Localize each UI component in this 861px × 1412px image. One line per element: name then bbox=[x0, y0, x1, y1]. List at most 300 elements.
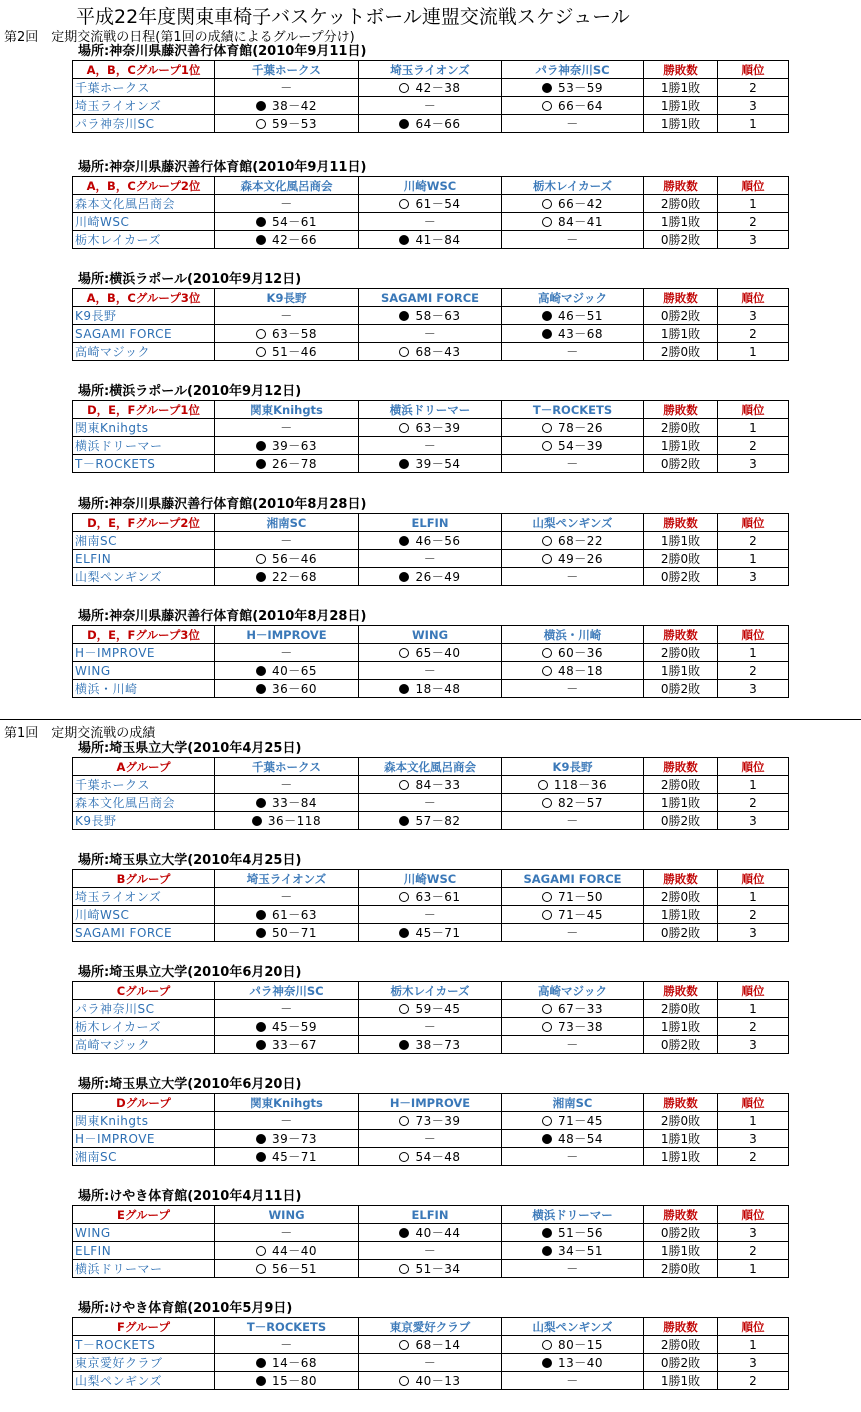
match-result bbox=[359, 1224, 502, 1242]
team-name: WING bbox=[73, 662, 215, 680]
rank-header: 順位 bbox=[718, 177, 789, 195]
team-name: 栃木レイカーズ bbox=[73, 231, 215, 249]
score: 118－36 bbox=[553, 777, 608, 792]
score: 36－60 bbox=[271, 681, 318, 696]
score: 46－56 bbox=[415, 533, 461, 548]
team-name: 千葉ホークス bbox=[73, 776, 215, 794]
match-result bbox=[359, 644, 502, 662]
rank: 3 bbox=[718, 307, 789, 325]
match-result bbox=[359, 532, 502, 550]
win-circle-icon bbox=[399, 892, 409, 902]
loss-dot-icon bbox=[399, 311, 409, 321]
table-row bbox=[73, 1224, 789, 1242]
match-result bbox=[502, 195, 644, 213]
record-header: 勝敗数 bbox=[644, 177, 718, 195]
score: － bbox=[566, 116, 579, 131]
score: 71－45 bbox=[557, 1113, 604, 1128]
match-result bbox=[215, 1260, 359, 1278]
score: 38－73 bbox=[415, 1037, 461, 1052]
table-row bbox=[73, 1130, 789, 1148]
match-result bbox=[359, 231, 502, 249]
score: 67－33 bbox=[557, 1001, 604, 1016]
match-result bbox=[502, 924, 644, 942]
rank: 1 bbox=[718, 776, 789, 794]
group-label: Cグループ bbox=[73, 982, 215, 1000]
record-header: 勝敗数 bbox=[644, 626, 718, 644]
rank: 3 bbox=[718, 568, 789, 586]
opponent-header: H－IMPROVE bbox=[215, 626, 359, 644]
rank: 1 bbox=[718, 1260, 789, 1278]
team-name: 川崎WSC bbox=[73, 213, 215, 231]
win-circle-icon bbox=[542, 1116, 552, 1126]
score: － bbox=[280, 80, 293, 95]
score: － bbox=[566, 1373, 579, 1388]
rank: 2 bbox=[718, 79, 789, 97]
match-result bbox=[359, 79, 502, 97]
team-name: 川崎WSC bbox=[73, 906, 215, 924]
opponent-header: WING bbox=[215, 1206, 359, 1224]
score: 66－64 bbox=[557, 98, 604, 113]
table-row bbox=[73, 662, 789, 680]
table-row bbox=[73, 794, 789, 812]
rank: 1 bbox=[718, 644, 789, 662]
score: 84－33 bbox=[415, 777, 461, 792]
match-result bbox=[215, 1130, 359, 1148]
record-header: 勝敗数 bbox=[644, 1206, 718, 1224]
score: 78－26 bbox=[557, 420, 604, 435]
loss-dot-icon bbox=[256, 101, 266, 111]
loss-dot-icon bbox=[542, 1358, 552, 1368]
results-table bbox=[72, 757, 789, 830]
table-row bbox=[73, 195, 789, 213]
table-row bbox=[73, 231, 789, 249]
score: － bbox=[423, 1019, 437, 1034]
rank: 2 bbox=[718, 1018, 789, 1036]
score: 61－63 bbox=[271, 907, 318, 922]
score: 48－18 bbox=[557, 663, 604, 678]
win-loss-record: 0勝2敗 bbox=[644, 1354, 718, 1372]
opponent-header: K9長野 bbox=[215, 289, 359, 307]
rank-header: 順位 bbox=[718, 982, 789, 1000]
match-result bbox=[215, 1112, 359, 1130]
record-header: 勝敗数 bbox=[644, 1318, 718, 1336]
match-result bbox=[502, 906, 644, 924]
group-block bbox=[72, 1189, 788, 1278]
match-result bbox=[502, 1018, 644, 1036]
team-name: 湘南SC bbox=[73, 1148, 215, 1166]
match-result bbox=[215, 307, 359, 325]
team-name: 栃木レイカーズ bbox=[73, 1018, 215, 1036]
rank-header: 順位 bbox=[718, 401, 789, 419]
table-row bbox=[73, 924, 789, 942]
opponent-header: ELFIN bbox=[359, 514, 502, 532]
win-circle-icon bbox=[256, 329, 266, 339]
score: － bbox=[566, 813, 579, 828]
loss-dot-icon bbox=[399, 684, 409, 694]
team-name: SAGAMI FORCE bbox=[73, 924, 215, 942]
score: － bbox=[280, 196, 293, 211]
record-header: 勝敗数 bbox=[644, 401, 718, 419]
header-row bbox=[73, 401, 789, 419]
score: 46－51 bbox=[557, 308, 604, 323]
win-circle-icon bbox=[399, 1376, 409, 1386]
match-result bbox=[359, 343, 502, 361]
group-label: D，E，Fグループ2位 bbox=[73, 514, 215, 532]
win-loss-record: 1勝1敗 bbox=[644, 532, 718, 550]
group-label: A，B，Cグループ1位 bbox=[73, 61, 215, 79]
results-table bbox=[72, 869, 789, 942]
opponent-header: ELFIN bbox=[359, 1206, 502, 1224]
win-loss-record: 2勝0敗 bbox=[644, 776, 718, 794]
win-circle-icon bbox=[542, 798, 552, 808]
venue-line: 場所:埼玉県立大学(2010年6月20日) bbox=[78, 965, 302, 980]
win-loss-record: 0勝2敗 bbox=[644, 1224, 718, 1242]
loss-dot-icon bbox=[399, 235, 409, 245]
team-name: パラ神奈川SC bbox=[73, 1000, 215, 1018]
match-result bbox=[359, 1354, 502, 1372]
loss-dot-icon bbox=[256, 459, 266, 469]
win-loss-record: 2勝0敗 bbox=[644, 1336, 718, 1354]
match-result bbox=[502, 680, 644, 698]
header-row bbox=[73, 1318, 789, 1336]
rank: 1 bbox=[718, 1336, 789, 1354]
table-row bbox=[73, 1242, 789, 1260]
match-result bbox=[359, 1000, 502, 1018]
score: － bbox=[423, 1243, 437, 1258]
score: － bbox=[280, 645, 293, 660]
win-circle-icon bbox=[399, 347, 409, 357]
score: 39－63 bbox=[271, 438, 318, 453]
venue-line: 場所:埼玉県立大学(2010年6月20日) bbox=[78, 1077, 302, 1092]
rank-header: 順位 bbox=[718, 626, 789, 644]
opponent-header: 関東Knihgts bbox=[215, 401, 359, 419]
rank: 1 bbox=[718, 888, 789, 906]
venue-line: 場所:神奈川県藤沢善行体育館(2010年8月28日) bbox=[78, 609, 367, 624]
loss-dot-icon bbox=[399, 816, 409, 826]
table-row bbox=[73, 1372, 789, 1390]
results-table bbox=[72, 1317, 789, 1390]
group-label: A，B，Cグループ3位 bbox=[73, 289, 215, 307]
record-header: 勝敗数 bbox=[644, 289, 718, 307]
match-result bbox=[502, 1354, 644, 1372]
match-result bbox=[359, 1112, 502, 1130]
win-loss-record: 2勝0敗 bbox=[644, 644, 718, 662]
rank: 2 bbox=[718, 1372, 789, 1390]
opponent-header: 埼玉ライオンズ bbox=[215, 870, 359, 888]
score: 26－78 bbox=[271, 456, 318, 471]
match-result bbox=[502, 1000, 644, 1018]
header-row bbox=[73, 1206, 789, 1224]
opponent-header: 高崎マジック bbox=[502, 289, 644, 307]
win-loss-record: 0勝2敗 bbox=[644, 680, 718, 698]
loss-dot-icon bbox=[399, 536, 409, 546]
group-label: Aグループ bbox=[73, 758, 215, 776]
score: － bbox=[566, 1261, 579, 1276]
match-result bbox=[359, 1018, 502, 1036]
score: － bbox=[566, 925, 579, 940]
match-result bbox=[215, 532, 359, 550]
match-result bbox=[359, 812, 502, 830]
win-loss-record: 1勝1敗 bbox=[644, 97, 718, 115]
match-result bbox=[359, 195, 502, 213]
rank: 2 bbox=[718, 1148, 789, 1166]
results-table bbox=[72, 176, 789, 249]
match-result bbox=[215, 794, 359, 812]
loss-dot-icon bbox=[256, 928, 266, 938]
score: － bbox=[566, 569, 579, 584]
match-result bbox=[359, 550, 502, 568]
loss-dot-icon bbox=[542, 83, 552, 93]
table-row bbox=[73, 343, 789, 361]
table-row bbox=[73, 79, 789, 97]
win-loss-record: 0勝2敗 bbox=[644, 1036, 718, 1054]
match-result bbox=[502, 1224, 644, 1242]
table-row bbox=[73, 812, 789, 830]
rank-header: 順位 bbox=[718, 1318, 789, 1336]
score: 68－14 bbox=[415, 1337, 461, 1352]
rank: 3 bbox=[718, 1130, 789, 1148]
team-name: 高崎マジック bbox=[73, 343, 215, 361]
score: － bbox=[423, 907, 437, 922]
team-name: H－IMPROVE bbox=[73, 1130, 215, 1148]
loss-dot-icon bbox=[542, 1228, 552, 1238]
match-result bbox=[502, 1336, 644, 1354]
win-circle-icon bbox=[399, 1004, 409, 1014]
win-loss-record: 1勝1敗 bbox=[644, 1148, 718, 1166]
team-name: ELFIN bbox=[73, 1242, 215, 1260]
match-result bbox=[359, 794, 502, 812]
score: 53－59 bbox=[557, 80, 604, 95]
win-loss-record: 1勝1敗 bbox=[644, 115, 718, 133]
table-row bbox=[73, 115, 789, 133]
win-loss-record: 2勝0敗 bbox=[644, 343, 718, 361]
results-table bbox=[72, 981, 789, 1054]
match-result bbox=[215, 1242, 359, 1260]
team-name: 森本文化風呂商会 bbox=[73, 195, 215, 213]
win-circle-icon bbox=[256, 347, 266, 357]
score: － bbox=[423, 214, 437, 229]
group-block bbox=[72, 965, 788, 1054]
opponent-header: 森本文化風呂商会 bbox=[359, 758, 502, 776]
score: 44－40 bbox=[271, 1243, 318, 1258]
table-row bbox=[73, 776, 789, 794]
rank: 3 bbox=[718, 1224, 789, 1242]
loss-dot-icon bbox=[256, 684, 266, 694]
match-result bbox=[215, 97, 359, 115]
team-name: 関東Knihgts bbox=[73, 1112, 215, 1130]
match-result bbox=[502, 1242, 644, 1260]
win-loss-record: 1勝1敗 bbox=[644, 662, 718, 680]
score: － bbox=[423, 326, 437, 341]
team-name: 高崎マジック bbox=[73, 1036, 215, 1054]
win-loss-record: 0勝2敗 bbox=[644, 812, 718, 830]
match-result bbox=[215, 79, 359, 97]
match-result bbox=[502, 231, 644, 249]
score: 38－42 bbox=[271, 98, 318, 113]
section-heading-round2: 第2回 定期交流戦の日程(第1回の成績によるグループ分け) bbox=[4, 30, 355, 45]
score: 73－39 bbox=[415, 1113, 461, 1128]
score: 68－43 bbox=[415, 344, 461, 359]
record-header: 勝敗数 bbox=[644, 61, 718, 79]
win-circle-icon bbox=[542, 892, 552, 902]
match-result bbox=[215, 231, 359, 249]
opponent-header: 森本文化風呂商会 bbox=[215, 177, 359, 195]
match-result bbox=[502, 419, 644, 437]
match-result bbox=[359, 568, 502, 586]
score: 41－84 bbox=[415, 232, 461, 247]
win-circle-icon bbox=[399, 1264, 409, 1274]
match-result bbox=[359, 1148, 502, 1166]
win-circle-icon bbox=[399, 1340, 409, 1350]
loss-dot-icon bbox=[256, 910, 266, 920]
score: 39－73 bbox=[271, 1131, 318, 1146]
match-result bbox=[215, 325, 359, 343]
group-label: Bグループ bbox=[73, 870, 215, 888]
group-block bbox=[72, 272, 788, 361]
score: 65－40 bbox=[415, 645, 461, 660]
score: － bbox=[566, 456, 579, 471]
results-table bbox=[72, 60, 789, 133]
team-name: 東京愛好クラブ bbox=[73, 1354, 215, 1372]
rank: 3 bbox=[718, 1354, 789, 1372]
score: 66－42 bbox=[557, 196, 604, 211]
group-label: D，E，Fグループ1位 bbox=[73, 401, 215, 419]
score: － bbox=[566, 344, 579, 359]
record-header: 勝敗数 bbox=[644, 514, 718, 532]
match-result bbox=[215, 213, 359, 231]
match-result bbox=[359, 325, 502, 343]
score: － bbox=[280, 533, 293, 548]
match-result bbox=[502, 213, 644, 231]
opponent-header: 山梨ペンギンズ bbox=[502, 514, 644, 532]
opponent-header: T－ROCKETS bbox=[502, 401, 644, 419]
win-loss-record: 2勝0敗 bbox=[644, 550, 718, 568]
win-circle-icon bbox=[542, 648, 552, 658]
table-row bbox=[73, 419, 789, 437]
score: 54－39 bbox=[557, 438, 604, 453]
win-loss-record: 2勝0敗 bbox=[644, 888, 718, 906]
opponent-header: H－IMPROVE bbox=[359, 1094, 502, 1112]
match-result bbox=[502, 1036, 644, 1054]
venue-line: 場所:埼玉県立大学(2010年4月25日) bbox=[78, 741, 302, 756]
section-divider bbox=[0, 719, 861, 720]
win-circle-icon bbox=[542, 199, 552, 209]
record-header: 勝敗数 bbox=[644, 870, 718, 888]
loss-dot-icon bbox=[399, 1228, 409, 1238]
rank-header: 順位 bbox=[718, 870, 789, 888]
results-table bbox=[72, 400, 789, 473]
table-row bbox=[73, 1000, 789, 1018]
opponent-header: 千葉ホークス bbox=[215, 758, 359, 776]
win-circle-icon bbox=[256, 119, 266, 129]
rank: 2 bbox=[718, 532, 789, 550]
score: 73－38 bbox=[557, 1019, 604, 1034]
table-row bbox=[73, 888, 789, 906]
score: 45－71 bbox=[271, 1149, 318, 1164]
win-loss-record: 1勝1敗 bbox=[644, 906, 718, 924]
match-result bbox=[502, 888, 644, 906]
table-row bbox=[73, 1036, 789, 1054]
win-circle-icon bbox=[542, 536, 552, 546]
score: － bbox=[566, 232, 579, 247]
team-name: 埼玉ライオンズ bbox=[73, 97, 215, 115]
rank: 1 bbox=[718, 115, 789, 133]
win-circle-icon bbox=[399, 423, 409, 433]
score: 57－82 bbox=[415, 813, 461, 828]
win-circle-icon bbox=[542, 217, 552, 227]
score: 40－13 bbox=[415, 1373, 461, 1388]
rank: 1 bbox=[718, 550, 789, 568]
group-block bbox=[72, 853, 788, 942]
match-result bbox=[359, 1372, 502, 1390]
score: 39－54 bbox=[415, 456, 461, 471]
header-row bbox=[73, 626, 789, 644]
venue-line: 場所:神奈川県藤沢善行体育館(2010年8月28日) bbox=[78, 497, 367, 512]
team-name: T－ROCKETS bbox=[73, 1336, 215, 1354]
match-result bbox=[359, 213, 502, 231]
match-result bbox=[215, 568, 359, 586]
header-row bbox=[73, 1094, 789, 1112]
win-loss-record: 1勝1敗 bbox=[644, 1242, 718, 1260]
score: － bbox=[280, 889, 293, 904]
score: 34－51 bbox=[557, 1243, 604, 1258]
match-result bbox=[502, 437, 644, 455]
win-circle-icon bbox=[542, 101, 552, 111]
team-name: 横浜ドリーマー bbox=[73, 1260, 215, 1278]
win-loss-record: 1勝1敗 bbox=[644, 794, 718, 812]
header-row bbox=[73, 177, 789, 195]
score: － bbox=[423, 438, 437, 453]
group-block bbox=[72, 44, 788, 133]
match-result bbox=[215, 1336, 359, 1354]
rank: 1 bbox=[718, 1000, 789, 1018]
score: 59－53 bbox=[271, 116, 318, 131]
table-row bbox=[73, 1260, 789, 1278]
score: － bbox=[423, 98, 437, 113]
score: 64－66 bbox=[415, 116, 461, 131]
rank-header: 順位 bbox=[718, 1206, 789, 1224]
win-circle-icon bbox=[542, 1022, 552, 1032]
opponent-header: SAGAMI FORCE bbox=[359, 289, 502, 307]
rank-header: 順位 bbox=[718, 289, 789, 307]
match-result bbox=[215, 1148, 359, 1166]
table-row bbox=[73, 1336, 789, 1354]
match-result bbox=[359, 115, 502, 133]
team-name: 関東Knihgts bbox=[73, 419, 215, 437]
results-table bbox=[72, 1205, 789, 1278]
score: 59－45 bbox=[415, 1001, 461, 1016]
match-result bbox=[215, 115, 359, 133]
opponent-header: SAGAMI FORCE bbox=[502, 870, 644, 888]
score: 14－68 bbox=[271, 1355, 318, 1370]
group-block bbox=[72, 1301, 788, 1390]
match-result bbox=[215, 437, 359, 455]
match-result bbox=[359, 906, 502, 924]
loss-dot-icon bbox=[542, 329, 552, 339]
opponent-header: 千葉ホークス bbox=[215, 61, 359, 79]
score: － bbox=[280, 1225, 293, 1240]
match-result bbox=[359, 924, 502, 942]
match-result bbox=[215, 550, 359, 568]
rank: 1 bbox=[718, 1112, 789, 1130]
opponent-header: 関東Knihgts bbox=[215, 1094, 359, 1112]
score: 18－48 bbox=[415, 681, 461, 696]
team-name: 湘南SC bbox=[73, 532, 215, 550]
rank-header: 順位 bbox=[718, 61, 789, 79]
group-label: D，E，Fグループ3位 bbox=[73, 626, 215, 644]
win-loss-record: 2勝0敗 bbox=[644, 1000, 718, 1018]
score: 60－36 bbox=[557, 645, 604, 660]
